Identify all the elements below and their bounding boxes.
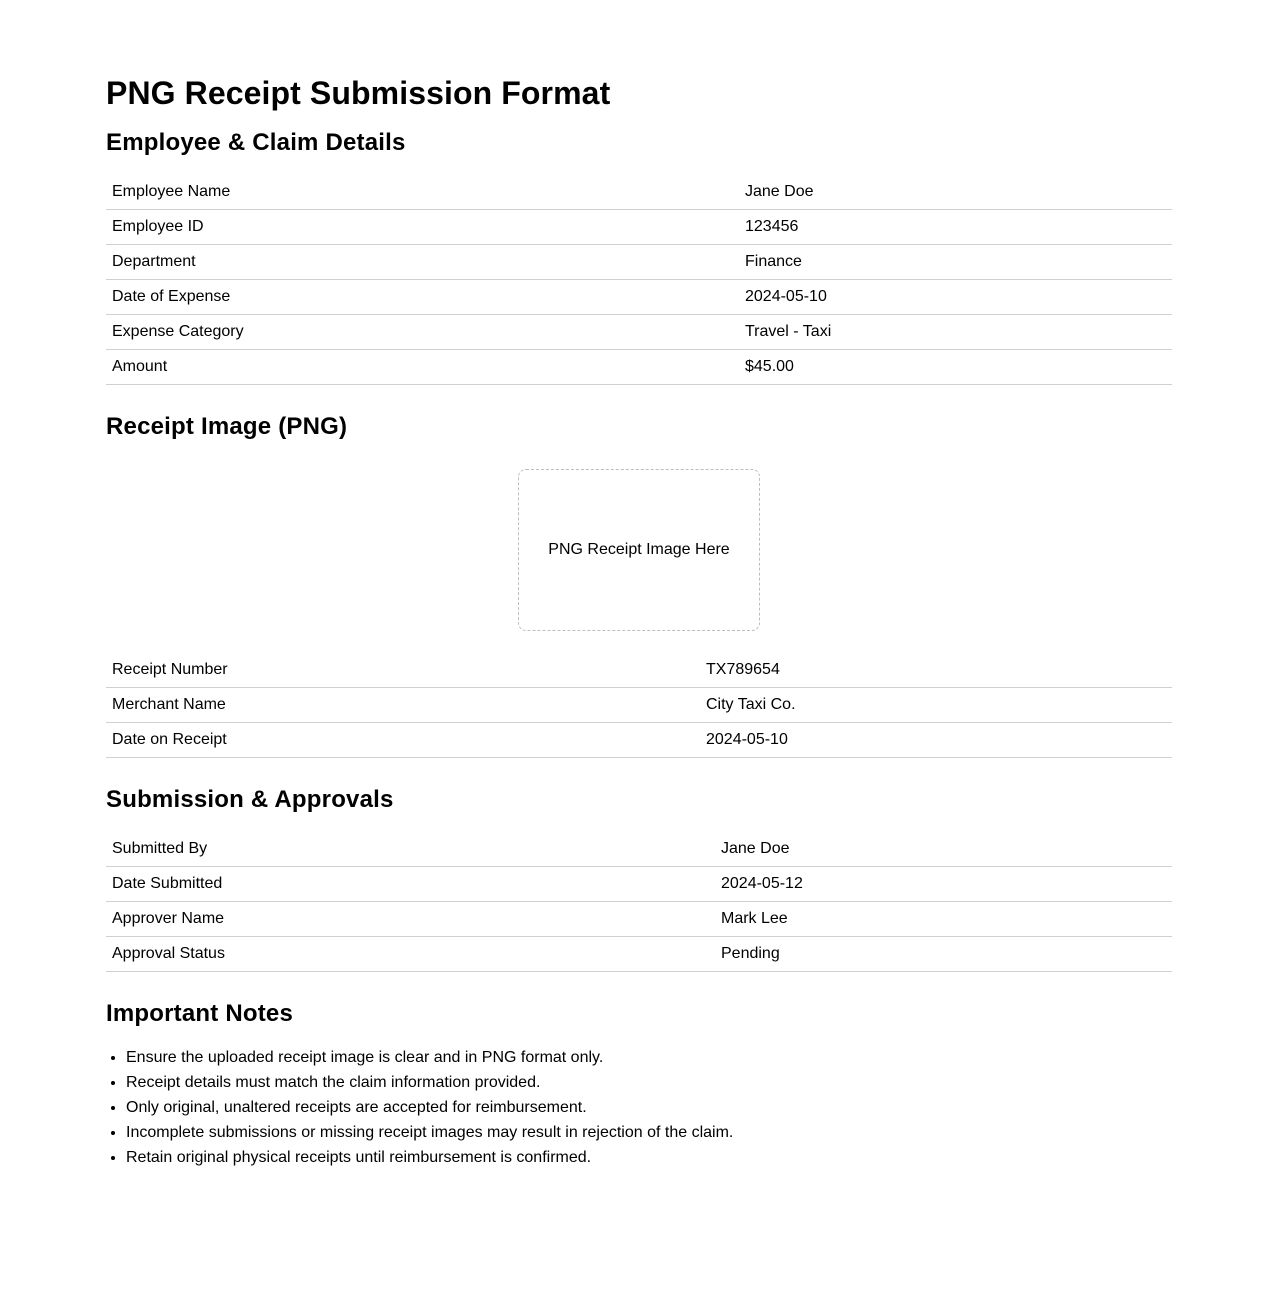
table-row <box>106 902 1172 937</box>
table-row <box>106 210 1172 245</box>
field-label: Submitted By <box>106 832 715 867</box>
field-value: Mark Lee <box>715 902 1172 937</box>
receipt-image-area <box>106 469 1172 631</box>
receipt-section-heading: Receipt Image (PNG) <box>106 413 348 440</box>
field-label: Expense Category <box>106 315 739 350</box>
field-label: Date Submitted <box>106 867 715 902</box>
field-label: Amount <box>106 350 739 385</box>
list-item: • Receipt details must match the claim information provided. <box>126 1070 1172 1095</box>
field-value: Jane Doe <box>715 832 1172 867</box>
table-row <box>106 245 1172 280</box>
table-row <box>106 280 1172 315</box>
field-value: City Taxi Co. <box>700 688 1172 723</box>
claim-details-table <box>106 175 1172 385</box>
field-value: 2024-05-12 <box>715 867 1172 902</box>
field-value: Finance <box>739 245 1172 280</box>
table-row <box>106 832 1172 867</box>
list-item: • Only original, unaltered receipts are accepted for reimbursement. <box>126 1095 1172 1120</box>
notes-section-heading: Important Notes <box>106 1000 294 1027</box>
table-row <box>106 653 1172 688</box>
field-value: Pending <box>715 937 1172 972</box>
table-row <box>106 688 1172 723</box>
field-label: Employee ID <box>106 210 739 245</box>
claim-section-heading: Employee & Claim Details <box>106 129 406 156</box>
table-row <box>106 723 1172 758</box>
field-value: 2024-05-10 <box>700 723 1172 758</box>
field-value: Jane Doe <box>739 175 1172 210</box>
field-label: Merchant Name <box>106 688 700 723</box>
field-value: TX789654 <box>700 653 1172 688</box>
notes-list <box>106 1045 1172 1170</box>
field-label: Department <box>106 245 739 280</box>
field-label: Approver Name <box>106 902 715 937</box>
table-row <box>106 175 1172 210</box>
field-value: $45.00 <box>739 350 1172 385</box>
table-row <box>106 315 1172 350</box>
list-item: • Retain original physical receipts until reimbursement is confirmed. <box>126 1145 1172 1170</box>
field-value: 123456 <box>739 210 1172 245</box>
page-title: PNG Receipt Submission Format <box>106 75 611 111</box>
approval-details-table <box>106 832 1172 972</box>
field-label: Date on Receipt <box>106 723 700 758</box>
list-item: • Incomplete submissions or missing receipt images may result in rejection of the claim. <box>126 1120 1172 1145</box>
field-value: 2024-05-10 <box>739 280 1172 315</box>
receipt-details-table <box>106 653 1172 758</box>
field-label: Receipt Number <box>106 653 700 688</box>
receipt-placeholder-text: PNG Receipt Image Here <box>548 541 730 558</box>
table-row <box>106 867 1172 902</box>
receipt-image-placeholder <box>518 469 760 631</box>
approval-section-heading: Submission & Approvals <box>106 786 394 813</box>
table-row <box>106 937 1172 972</box>
field-label: Employee Name <box>106 175 739 210</box>
field-value: Travel - Taxi <box>739 315 1172 350</box>
field-label: Approval Status <box>106 937 715 972</box>
list-item: • Ensure the uploaded receipt image is clear and in PNG format only. <box>126 1045 1172 1070</box>
field-label: Date of Expense <box>106 280 739 315</box>
table-row <box>106 350 1172 385</box>
